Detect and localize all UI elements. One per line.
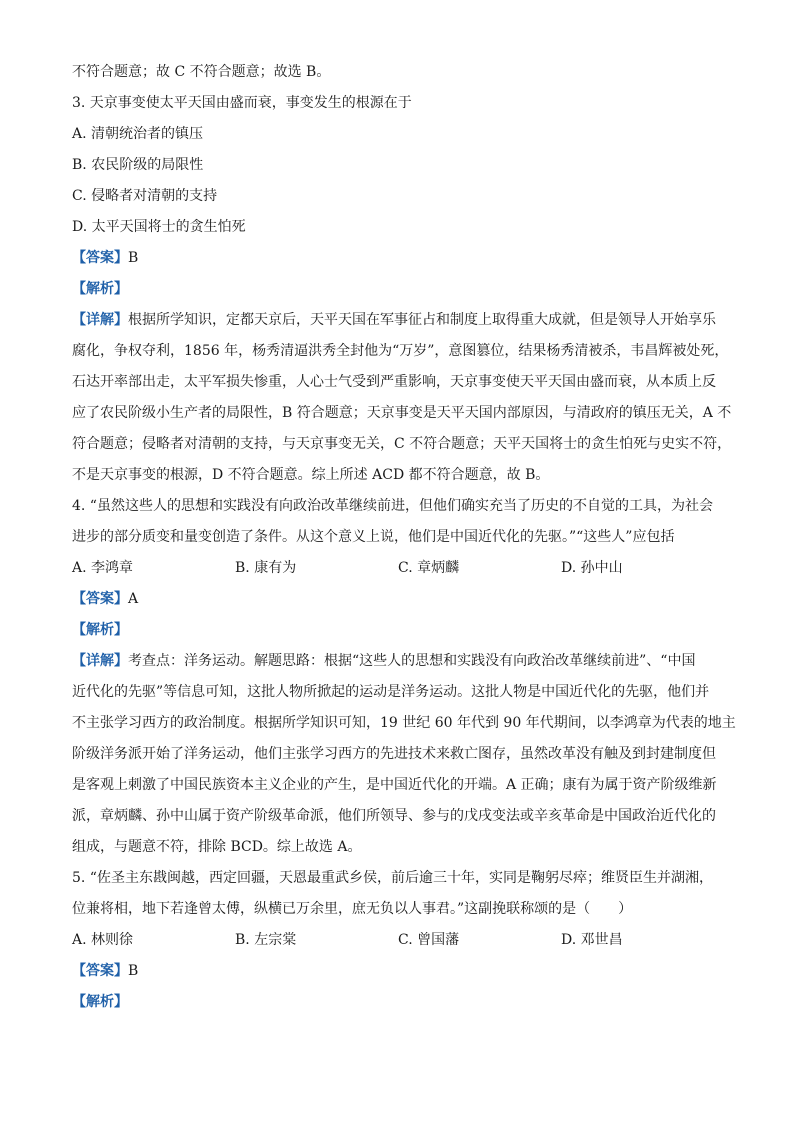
q4-option-b: B. 康有为 — [235, 560, 297, 576]
q3-option-a: A. 清朝统治者的镇压 — [72, 126, 204, 142]
detail-tag: 【详解】 — [72, 312, 128, 328]
q3-detail-text-1: 根据所学知识，定都天京后，天平天国在军事征占和制度上取得重大成就，但是领导人开始享乐 — [128, 312, 716, 328]
q3-detail-line-5: 符合题意；侵略者对清朝的支持，与天京事变无关，C 不符合题意；天平天国将士的贪生怕死与史实不符， — [72, 436, 732, 452]
q3-answer — [72, 248, 724, 268]
document-body — [72, 62, 736, 1023]
analysis-tag: 【解析】 — [72, 281, 128, 297]
q3-analysis — [72, 279, 724, 299]
q3-answer-value: B — [128, 250, 139, 266]
q5-option-b: B. 左宗棠 — [235, 932, 297, 948]
analysis-tag: 【解析】 — [72, 994, 128, 1010]
q4-detail-line-3: 不主张学习西方的政治制度。根据所学知识可知，19 世纪 60 年代到 90 年代期间，以李鸿章为代表的地主 — [72, 715, 736, 731]
q4-options — [72, 558, 724, 578]
q3-option-c: C. 侵略者对清朝的支持 — [72, 188, 218, 204]
q4-analysis — [72, 620, 724, 640]
q4-answer — [72, 589, 724, 609]
q3-detail-line-2: 腐化，争权夺利，1856 年，杨秀清逼洪秀全封他为“万岁”，意图篡位，结果杨秀清被杀，韦昌辉被处死， — [72, 343, 729, 359]
detail-tag: 【详解】 — [72, 653, 128, 669]
q4-detail-line-6: 派，章炳麟、孙中山属于资产阶级革命派，他们所领导、参与的戊戌变法或辛亥革命是中国政治近代化的 — [72, 808, 716, 824]
q4-option-a: A. 李鸿章 — [72, 560, 134, 576]
q3-stem: 3. 天京事变使太平天国由盛而衰，事变发生的根源在于 — [72, 95, 412, 111]
q3-detail-line-4: 应了农民阶级小生产者的局限性，B 符合题意；天京事变是天平天国内部原因，与清政府的镇压无关，A 不 — [72, 405, 732, 421]
q3-option-d: D. 太平天国将士的贪生怕死 — [72, 219, 246, 235]
q5-option-d: D. 邓世昌 — [561, 932, 623, 948]
q5-stem-line-2: 位兼将相，地下若逢曾太傅，纵横已万余里，庶无负以人事君。”这副挽联称颂的是（ ） — [72, 901, 633, 917]
q5-answer-value: B — [128, 963, 139, 979]
q5-analysis — [72, 992, 724, 1012]
q4-stem-line-1: 4. “虽然这些人的思想和实践没有向政治改革继续前进，但他们确实充当了历史的不自觉的工具，为社会 — [72, 498, 713, 514]
q4-answer-value: A — [128, 591, 139, 607]
q3-detail-line-6: 不是天京事变的根源，D 不符合题意。综上所述 ACD 都不符合题意，故 B。 — [72, 467, 550, 483]
analysis-tag: 【解析】 — [72, 622, 128, 638]
q4-option-c: C. 章炳麟 — [398, 560, 460, 576]
q5-answer — [72, 961, 724, 981]
q3-detail-line-3: 石达开率部出走，太平军损失惨重，人心士气受到严重影响，天京事变使天平天国由盛而衰，从本质上反 — [72, 374, 716, 390]
answer-tag: 【答案】 — [72, 963, 128, 979]
answer-tag: 【答案】 — [72, 250, 128, 266]
answer-tag: 【答案】 — [72, 591, 128, 607]
intro-line: 不符合题意；故 C 不符合题意；故选 B。 — [72, 64, 331, 80]
q4-detail-line-7: 组成，与题意不符，排除 BCD。综上故选 A。 — [72, 839, 362, 855]
q4-option-d: D. 孙中山 — [561, 560, 623, 576]
q4-detail-line-2: 近代化的先驱”等信息可知，这批人物所掀起的运动是洋务运动。这批人物是中国近代化的先驱，他们并 — [72, 684, 710, 700]
q5-stem-line-1: 5. “佐圣主东戡闽越，西定回疆，天恩最重武乡侯，前后逾三十年，实同是鞠躬尽瘁；维贤臣生并湖湘， — [72, 870, 713, 886]
q4-stem-line-2: 进步的部分质变和量变创造了条件。从这个意义上说，他们是中国近代化的先驱。”“这些人”应包括 — [72, 529, 675, 545]
q4-detail-text-1: 考查点：洋务运动。解题思路：根据“这些人的思想和实践没有向政治改革继续前进”、“中国 — [128, 653, 696, 669]
q5-option-c: C. 曾国藩 — [398, 932, 460, 948]
q4-detail-line-4: 阶级洋务派开始了洋务运动，他们主张学习西方的先进技术来救亡图存，虽然改革没有触及到封建制度但 — [72, 746, 716, 762]
q3-option-b: B. 农民阶级的局限性 — [72, 157, 204, 173]
q5-options — [72, 930, 724, 950]
q5-option-a: A. 林则徐 — [72, 932, 134, 948]
q4-detail-line-5: 是客观上刺激了中国民族资本主义企业的产生，是中国近代化的开端。A 正确；康有为属于资产阶级维新 — [72, 777, 717, 793]
q4-detail-line-1 — [72, 651, 724, 671]
q3-detail-line-1 — [72, 310, 724, 330]
